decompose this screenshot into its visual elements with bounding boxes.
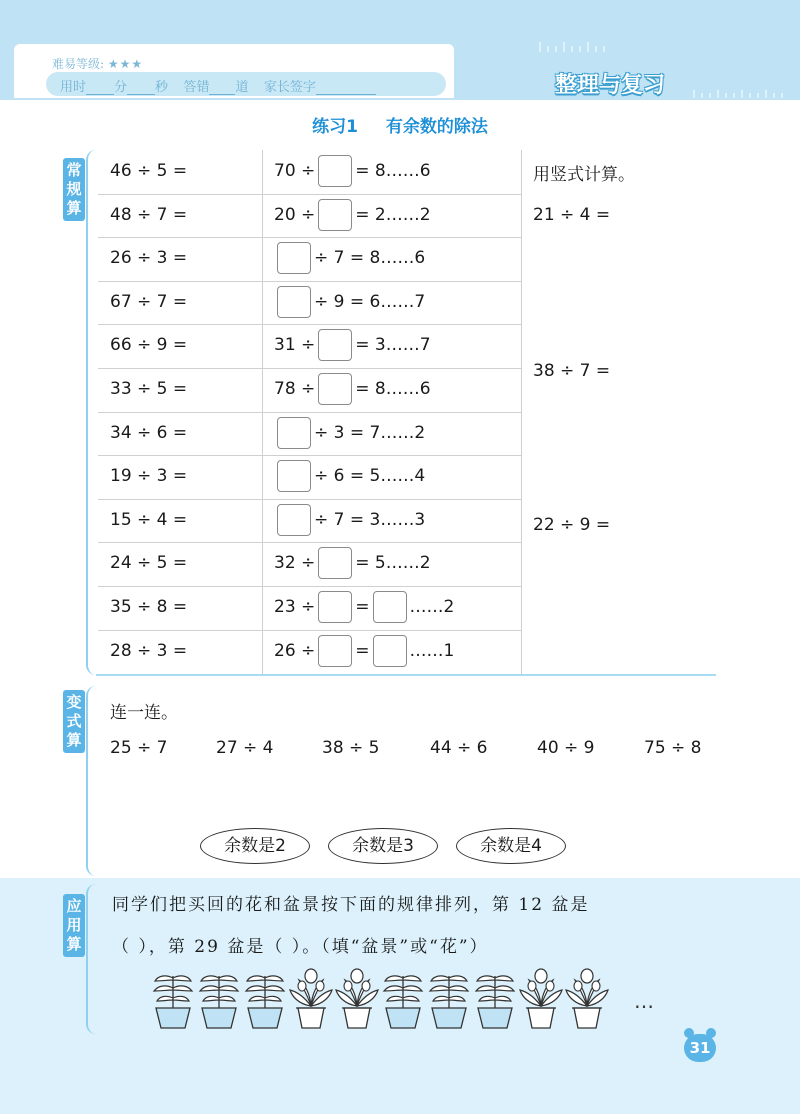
bonsai-pot-icon [200,976,238,1028]
answer-box[interactable] [318,373,352,405]
exercise-number: 练习1 [312,117,358,137]
difficulty-rating [52,55,143,72]
division-problem: 48 ÷ 7 = [110,204,188,225]
applied-question-line1: 同学们把买回的花和盆景按下面的规律排列，第 12 盆是 [112,895,590,915]
answer-box[interactable] [318,591,352,623]
problem-suffix: ……1 [409,640,455,661]
missing-number-problem [274,237,425,280]
page-number: 31 [684,1034,716,1062]
problem-suffix: ÷ 6 = 5……4 [314,466,426,487]
problem-equals: = [355,640,370,661]
missing-number-problem [274,455,425,498]
difficulty-stars-icon: ★★★ [107,57,144,71]
missing-number-problem [274,368,431,411]
variant-expression[interactable]: 25 ÷ 7 [110,738,168,758]
section-label-applied: 应用算 [63,894,85,957]
problem-suffix: ÷ 7 = 8……6 [314,248,426,269]
problem-prefix: 70 ÷ [274,161,316,181]
items-label: 道 [235,80,249,95]
problem-suffix: ……2 [409,597,455,617]
problem-prefix: 20 ÷ [274,204,316,225]
variant-expression[interactable]: 75 ÷ 8 [644,738,702,758]
signature-blank[interactable] [316,82,376,95]
flower-pot-icon [566,969,608,1028]
vertical-calc-item: 38 ÷ 7 = [533,361,611,381]
answer-box[interactable] [318,199,352,231]
problem-suffix: = 8……6 [355,161,431,181]
answer-box[interactable] [318,329,352,361]
problem-suffix: = 2……2 [355,204,431,225]
sequence-ellipsis: … [634,989,654,1013]
title-ruler-decoration [690,86,790,98]
answer-box[interactable] [277,286,311,318]
variant-section-bracket [86,686,98,876]
section-label-variant: 变式算 [63,690,85,753]
used-time-label: 用时 [60,80,87,95]
remainder-option[interactable]: 余数是4 [456,828,566,864]
plant-sequence [150,968,670,1034]
minutes-blank[interactable] [86,82,114,95]
flower-pot-icon [520,969,562,1028]
vertical-calc-title: 用竖式计算。 [533,165,635,185]
division-problem: 28 ÷ 3 = [110,640,188,661]
variant-instruction: 连一连。 [110,703,178,723]
division-problem: 35 ÷ 8 = [110,597,188,617]
missing-number-problem [274,150,431,193]
exercise-topic: 有余数的除法 [385,117,488,137]
variant-expression[interactable]: 38 ÷ 5 [322,738,380,758]
header-fields [60,76,376,95]
flower-pot-icon [336,969,378,1028]
answer-box[interactable] [373,635,407,667]
exercise-title [0,112,800,137]
missing-number-problem [274,542,431,585]
applied-section-bracket [86,884,98,1034]
wrong-label: 答错 [183,80,210,95]
missing-number-problem [274,194,431,237]
division-problem: 15 ÷ 4 = [110,509,188,530]
problem-suffix: = 5……2 [355,553,431,574]
answer-box[interactable] [318,155,352,187]
flower-pot-icon [290,969,332,1028]
bonsai-pot-icon [430,976,468,1028]
variant-expression[interactable]: 40 ÷ 9 [537,738,595,758]
missing-number-problem [274,412,425,455]
problem-prefix: 78 ÷ [274,379,316,399]
division-problem: 34 ÷ 6 = [110,422,188,443]
problem-suffix: = 3……7 [355,335,431,356]
problem-equals: = [355,597,370,617]
applied-question-line2: （ ），第 29 盆是（ ）。（填“盆景”或“花”） [112,937,489,957]
answer-box[interactable] [373,591,407,623]
missing-number-problem [274,499,425,542]
vertical-calc-item: 21 ÷ 4 = [533,205,611,225]
division-problem: 66 ÷ 9 = [110,335,188,356]
missing-number-problem [274,324,431,367]
seconds-label: 秒 [155,80,169,95]
bonsai-pot-icon [384,976,422,1028]
answer-box[interactable] [318,547,352,579]
missing-number-problem [274,281,425,324]
problem-prefix: 23 ÷ [274,597,316,617]
problem-prefix: 32 ÷ [274,553,316,574]
remainder-option[interactable]: 余数是2 [200,828,310,864]
division-problem: 46 ÷ 5 = [110,161,188,181]
bonsai-pot-icon [476,976,514,1028]
division-problem: 33 ÷ 5 = [110,379,188,399]
problem-prefix: 31 ÷ [274,335,316,356]
section-title: 整理与复习 [555,73,666,98]
parent-signature-label: 家长签字 [263,80,316,95]
division-problem: 67 ÷ 7 = [110,291,188,312]
bonsai-pot-icon [154,976,192,1028]
answer-box[interactable] [277,504,311,536]
answer-box[interactable] [277,417,311,449]
problem-suffix: ÷ 7 = 3……3 [314,509,426,530]
division-problem: 26 ÷ 3 = [110,248,188,269]
variant-expression[interactable]: 44 ÷ 6 [430,738,488,758]
division-problem: 19 ÷ 3 = [110,466,188,487]
wrong-count-blank[interactable] [209,82,235,95]
remainder-option[interactable]: 余数是3 [328,828,438,864]
vertical-calc-item: 22 ÷ 9 = [533,515,611,535]
minutes-label: 分 [114,80,128,95]
difficulty-label: 难易等级: [52,57,105,71]
missing-number-problem [274,586,454,629]
problem-suffix: ÷ 9 = 6……7 [314,291,426,312]
variant-expression[interactable]: 27 ÷ 4 [216,738,274,758]
regular-section-bracket [86,150,98,675]
division-problem: 24 ÷ 5 = [110,553,188,574]
problem-suffix: = 8……6 [355,379,431,399]
problem-prefix: 26 ÷ [274,640,316,661]
bonsai-pot-icon [246,976,284,1028]
answer-box[interactable] [277,242,311,274]
missing-number-problem [274,630,454,673]
problem-suffix: ÷ 3 = 7……2 [314,422,426,443]
answer-box[interactable] [277,460,311,492]
seconds-blank[interactable] [127,82,155,95]
answer-box[interactable] [318,635,352,667]
section-label-regular: 常规算 [63,158,85,221]
regular-section-divider [96,674,716,676]
